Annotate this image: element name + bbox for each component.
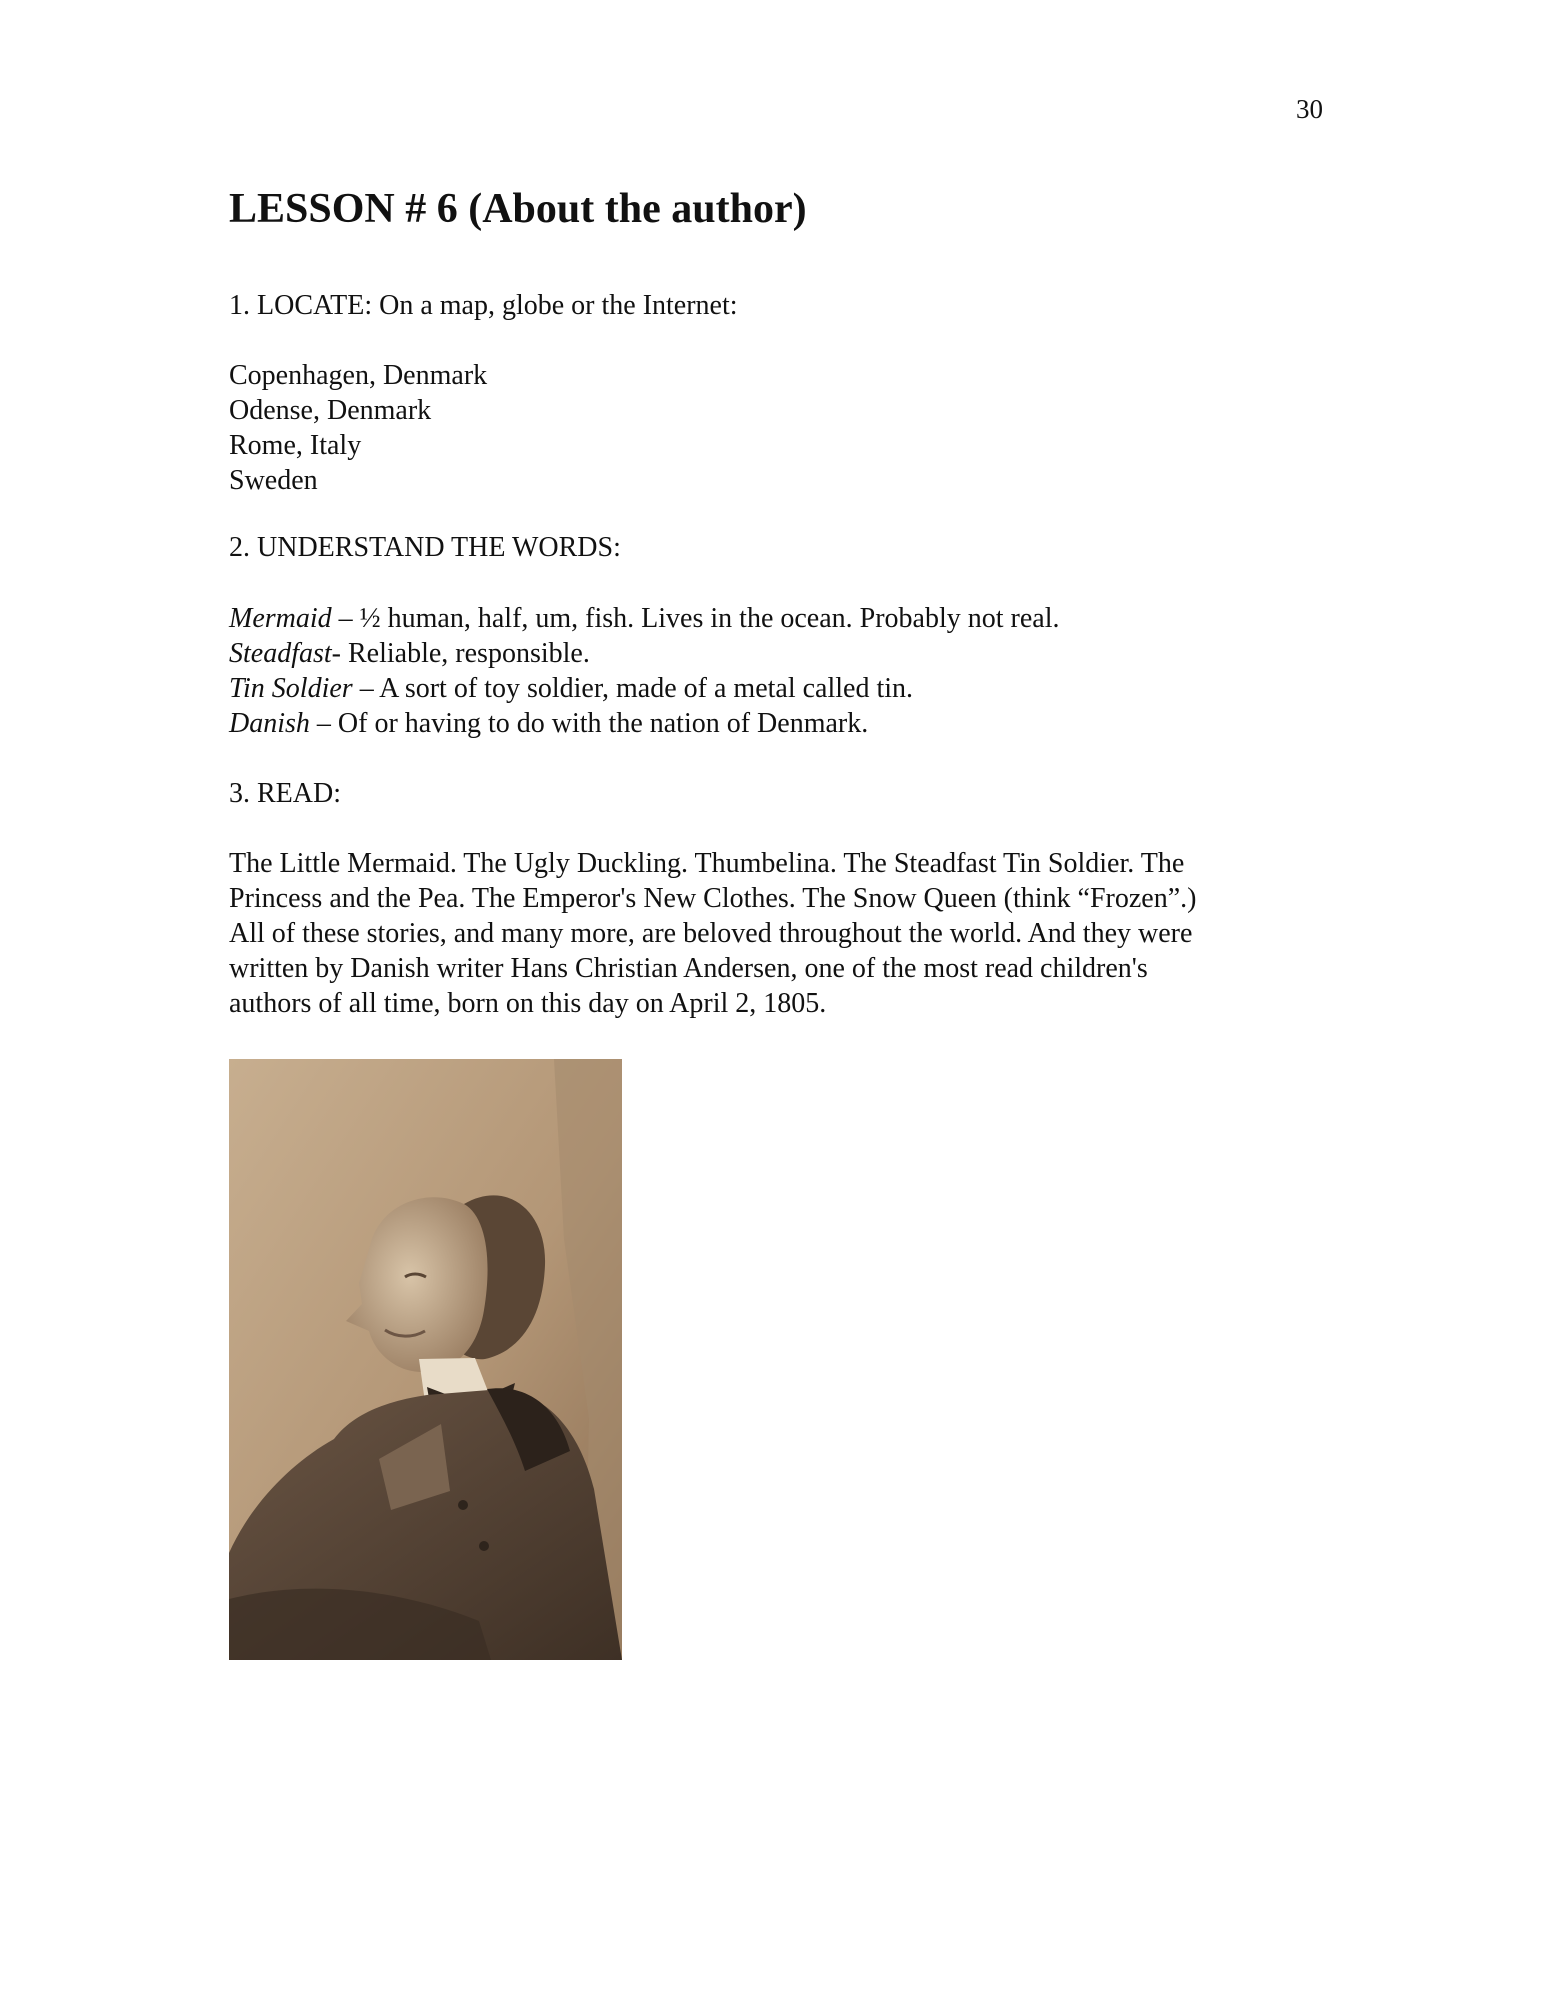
vocabulary-term: Steadfast: [229, 638, 332, 669]
vocabulary-item: [229, 636, 1309, 671]
paragraph-line: authors of all time, born on this day on April 2, 1805.: [229, 988, 827, 1019]
paragraph-line: Princess and the Pea. The Emperor's New Clothes. The Snow Queen (think “Frozen”.): [229, 883, 1197, 914]
vocabulary-definition: - Reliable, responsible.: [331, 638, 590, 669]
vocabulary-item: [229, 671, 1309, 706]
paragraph-line: All of these stories, and many more, are beloved throughout the world. And they were: [229, 918, 1193, 949]
vocabulary-item: [229, 706, 1309, 741]
paragraph-line: The Little Mermaid. The Ugly Duckling. Thumbelina. The Steadfast Tin Soldier. The: [229, 848, 1185, 879]
sepia-portrait-photo-icon: [229, 1059, 622, 1660]
vocabulary-term: Mermaid: [229, 603, 332, 634]
read-paragraph: [229, 846, 1309, 1021]
place-item: Copenhagen, Denmark: [229, 360, 488, 391]
vocabulary-term: Tin Soldier: [229, 673, 353, 704]
vocabulary-definition: – ½ human, half, um, fish. Lives in the ocean. Probably not real.: [331, 603, 1060, 634]
page-number: 30: [1296, 94, 1323, 124]
vocabulary-term: Danish: [229, 708, 310, 739]
vocabulary-list: [229, 601, 1309, 741]
places-list: [229, 358, 1309, 498]
read-heading: 3. READ:: [229, 778, 341, 809]
paragraph-line: written by Danish writer Hans Christian Andersen, one of the most read children's: [229, 953, 1148, 984]
vocabulary-definition: – A sort of toy soldier, made of a metal called tin.: [352, 673, 914, 704]
author-portrait: [229, 1059, 622, 1660]
words-heading: 2. UNDERSTAND THE WORDS:: [229, 532, 621, 563]
place-item: Rome, Italy: [229, 430, 362, 461]
locate-heading: 1. LOCATE: On a map, globe or the Internet:: [229, 290, 738, 321]
place-item: Sweden: [229, 465, 318, 496]
vocabulary-item: [229, 601, 1309, 636]
lesson-title: LESSON # 6 (About the author): [229, 186, 807, 232]
place-item: Odense, Denmark: [229, 395, 432, 426]
vocabulary-definition: – Of or having to do with the nation of Denmark.: [309, 708, 869, 739]
